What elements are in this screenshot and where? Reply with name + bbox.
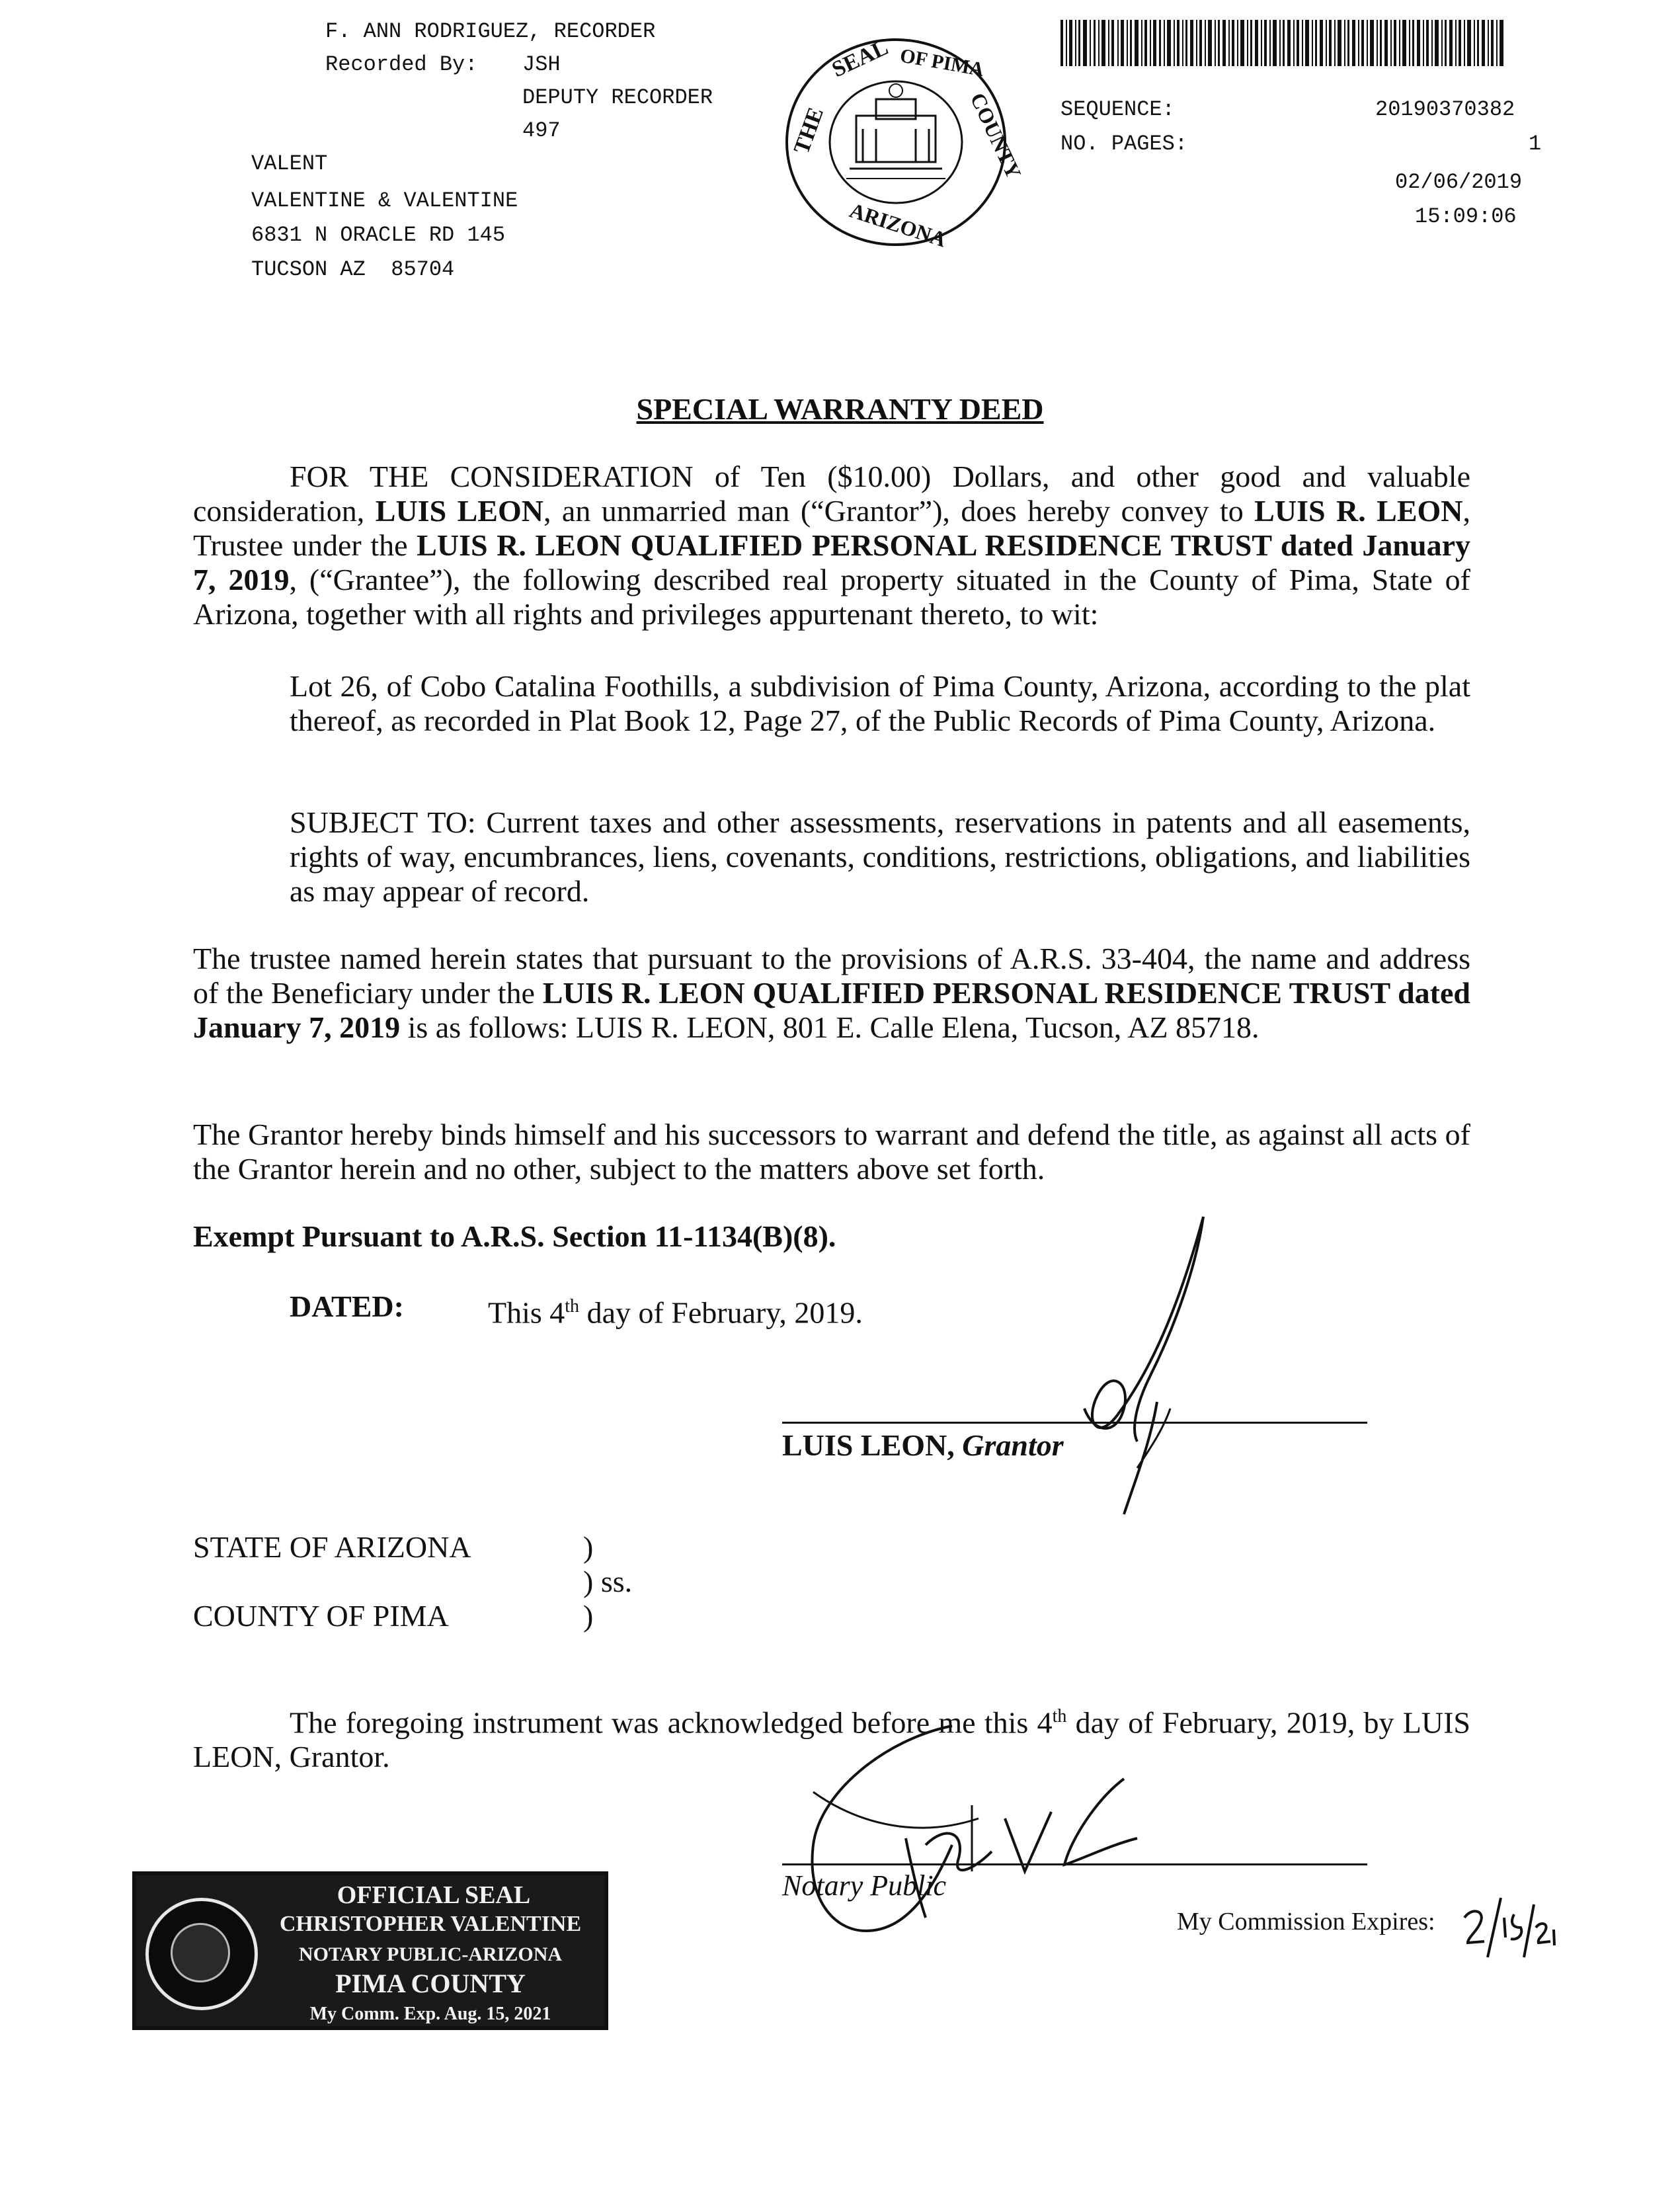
- stamp-line-3: NOTARY PUBLIC-ARIZONA: [298, 1943, 563, 1965]
- dated-ordinal: th: [565, 1296, 580, 1317]
- trustee-statement-text: The trustee named herein states that pursuant to the provisions of A.R.S. 33-404, the name and address of the Beneficiary under the: [193, 942, 1470, 1010]
- dated-month-year: day of February, 2019.: [579, 1295, 863, 1330]
- grantor-signature: [1018, 1210, 1230, 1521]
- subject-to-paragraph: SUBJECT TO: Current taxes and other assessments, reservations in patents and all easements, rights of way, encumbrances, liens, covenants, conditions, restrictions, obligations, and liabilities as may appear of record.: [290, 805, 1470, 908]
- pages-label: NO. PAGES:: [1060, 132, 1188, 156]
- svg-text:ARIZONA: ARIZONA: [846, 198, 949, 252]
- beneficiary-address-text: is as follows: LUIS R. LEON, 801 E. Calle Elena, Tucson, AZ 85718.: [400, 1010, 1260, 1044]
- record-time: 15:09:06: [1415, 204, 1517, 229]
- stamp-line-5: My Comm. Exp. Aug. 15, 2021: [309, 2004, 551, 2024]
- notary-stamp: [132, 1871, 608, 2030]
- acknowledgment-ordinal: th: [1052, 1706, 1067, 1727]
- svg-text:SEAL: SEAL: [828, 35, 892, 83]
- venue-county: COUNTY OF PIMA: [193, 1599, 449, 1633]
- pages-value: 1: [1529, 132, 1542, 156]
- convey-text: , an unmarried man (“Grantor”), does hereby convey to: [543, 494, 1255, 528]
- deputy-number: 497: [522, 118, 561, 143]
- stamp-line-2: CHRISTOPHER VALENTINE: [279, 1912, 582, 1936]
- trustee-beneficiary-paragraph: [193, 942, 1470, 1045]
- recorded-by-value: JSH: [522, 52, 561, 77]
- dated-day: This 4: [488, 1295, 565, 1330]
- svg-text:THE: THE: [789, 104, 829, 157]
- deputy-label: DEPUTY RECORDER: [522, 85, 713, 110]
- notary-signature-line: [782, 1863, 1367, 1865]
- venue-state: STATE OF ARIZONA: [193, 1530, 471, 1564]
- recorded-by-label: Recorded By:: [325, 52, 478, 77]
- return-city: TUCSON AZ 85704: [251, 257, 455, 282]
- stamp-line-1: OFFICIAL SEAL: [337, 1881, 531, 1909]
- notary-signature: [754, 1713, 1150, 1951]
- notary-public-caption: Notary Public: [782, 1869, 947, 1902]
- trustee-text: , Trustee under the: [193, 494, 1471, 562]
- venue-ss: ) ss.: [583, 1565, 633, 1598]
- grantor-name: LUIS LEON,: [782, 1428, 963, 1462]
- sequence-value: 20190370382: [1375, 97, 1515, 122]
- grantor-name-inline: LUIS LEON: [375, 494, 543, 528]
- commission-expires-value: [1458, 1891, 1557, 1964]
- sequence-label: SEQUENCE:: [1060, 97, 1175, 122]
- property-text: , (“Grantee”), the following described real property situated in the County of Pima, State of Arizona, together with all rights and privileges appurtenant thereto, to wit:: [193, 563, 1471, 631]
- notary-stamp-seal-inner-icon: [171, 1923, 230, 1982]
- consideration-paragraph: [193, 460, 1470, 631]
- venue-paren-1: ): [583, 1530, 594, 1564]
- svg-text:OF PIMA: OF PIMA: [898, 44, 986, 81]
- return-code: VALENT: [251, 151, 328, 176]
- grantor-role: Grantor: [962, 1428, 1064, 1462]
- grantee-name-inline: LUIS R. LEON: [1254, 494, 1463, 528]
- venue-paren-3: ): [583, 1599, 594, 1633]
- acknowledgment-text: The foregoing instrument was acknowledged before me this 4: [290, 1705, 1053, 1740]
- grantor-signature-line: [782, 1422, 1367, 1424]
- warranty-paragraph: The Grantor hereby binds himself and his successors to warrant and defend the title, as against all acts of the Grantor herein and no other, subject to the matters above set forth.: [193, 1118, 1470, 1186]
- recorder-line: F. ANN RODRIGUEZ, RECORDER: [325, 19, 656, 44]
- commission-expires-label: My Commission Expires:: [1177, 1908, 1435, 1935]
- trust-name-beneficiary: LUIS R. LEON QUALIFIED PERSONAL RESIDENCE TRUST dated January 7, 2019: [193, 976, 1470, 1044]
- acknowledgment-date-text: day of February, 2019, by LUIS LEON, Grantor.: [193, 1705, 1470, 1774]
- svg-text:COUNTY: COUNTY: [965, 89, 1026, 183]
- legal-description: Lot 26, of Cobo Catalina Foothills, a subdivision of Pima County, Arizona, according to the plat thereof, as recorded in Plat Book 12, Page 27, of the Public Records of Pima County, Arizona.: [290, 669, 1470, 737]
- consideration-text: FOR THE CONSIDERATION of Ten ($10.00) Dollars, and other good and valuable consideration,: [193, 460, 1470, 528]
- exempt-statement: Exempt Pursuant to A.R.S. Section 11-1134(B)(8).: [193, 1219, 836, 1253]
- record-date: 02/06/2019: [1395, 170, 1523, 194]
- return-street: 6831 N ORACLE RD 145: [251, 223, 506, 247]
- pima-county-seal: [783, 35, 1026, 252]
- deed-title: SPECIAL WARRANTY DEED: [636, 392, 1044, 426]
- return-name: VALENTINE & VALENTINE: [251, 188, 518, 213]
- trust-name-inline: LUIS R. LEON QUALIFIED PERSONAL RESIDENCE TRUST dated January 7, 2019: [193, 528, 1470, 596]
- dated-value: [488, 1289, 863, 1330]
- barcode: [1060, 20, 1503, 66]
- stamp-line-4: PIMA COUNTY: [335, 1969, 526, 1998]
- grantor-signature-caption: [782, 1428, 1064, 1463]
- dated-label: DATED:: [290, 1289, 404, 1323]
